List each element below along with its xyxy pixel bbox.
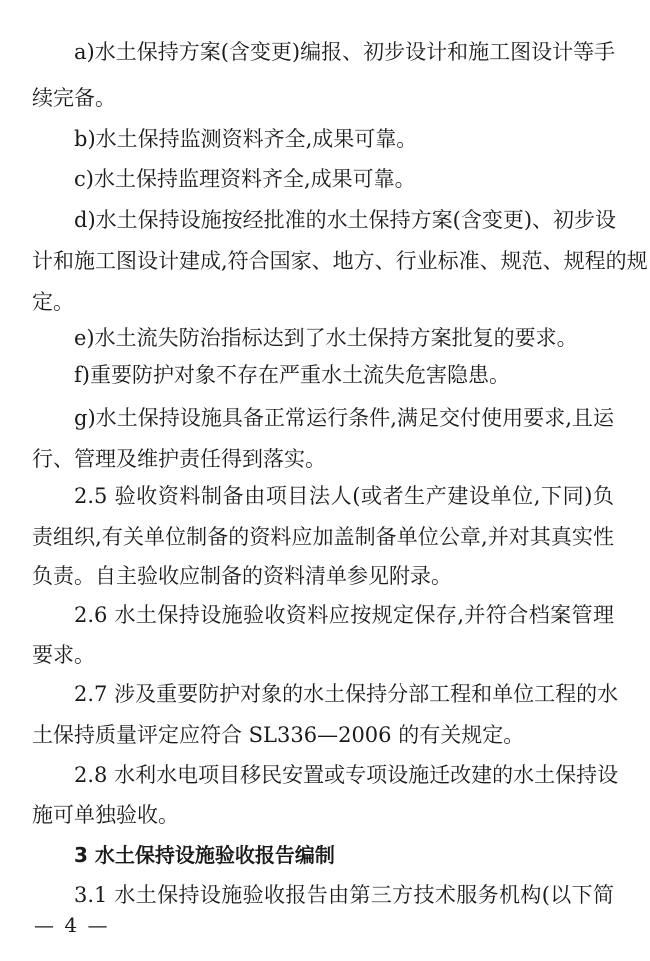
text-line: 行、管理及维护责任得到落实。	[32, 447, 326, 471]
text-line: f)重要防护对象不存在严重水土流失危害隐患。	[74, 363, 510, 387]
text-line: 2.7 涉及重要防护对象的水土保持分部工程和单位工程的水	[74, 682, 619, 706]
text-line: 2.8 水利水电项目移民安置或专项设施迁改建的水土保持设	[74, 763, 619, 787]
text-line: a)水土保持方案(含变更)编报、初步设计和施工图设计等手	[74, 40, 616, 64]
text-line: 土保持质量评定应符合 SL336—2006 的有关规定。	[32, 723, 525, 747]
page-number: — 4 —	[34, 913, 110, 937]
text-line: e)水土流失防治指标达到了水土保持方案批复的要求。	[74, 326, 578, 350]
text-line: 负责。自主验收应制备的资料清单参见附录。	[32, 564, 452, 588]
text-line: 2.6 水土保持设施验收资料应按规定保存,并符合档案管理	[74, 603, 614, 627]
text-line: 3.1 水土保持设施验收报告由第三方技术服务机构(以下简	[74, 883, 614, 907]
text-line: 计和施工图设计建成,符合国家、地方、行业标准、规范、规程的规	[32, 249, 648, 273]
text-line: g)水土保持设施具备正常运行条件,满足交付使用要求,且运	[74, 406, 614, 430]
text-line: c)水土保持监理资料齐全,成果可靠。	[74, 167, 416, 191]
text-line: 施可单独验收。	[32, 803, 179, 827]
text-line: 要求。	[32, 643, 95, 667]
text-line: 2.5 验收资料制备由项目法人(或者生产建设单位,下同)负	[74, 484, 614, 508]
text-line: b)水土保持监测资料齐全,成果可靠。	[74, 127, 418, 151]
text-line: 定。	[32, 290, 74, 314]
text-line: 续完备。	[32, 86, 116, 110]
text-line: d)水土保持设施按经批准的水土保持方案(含变更)、初步设	[74, 208, 617, 232]
text-line: 责组织,有关单位制备的资料应加盖制备单位公章,并对其真实性	[32, 525, 614, 549]
section-heading: 3 水土保持设施验收报告编制	[74, 843, 335, 867]
